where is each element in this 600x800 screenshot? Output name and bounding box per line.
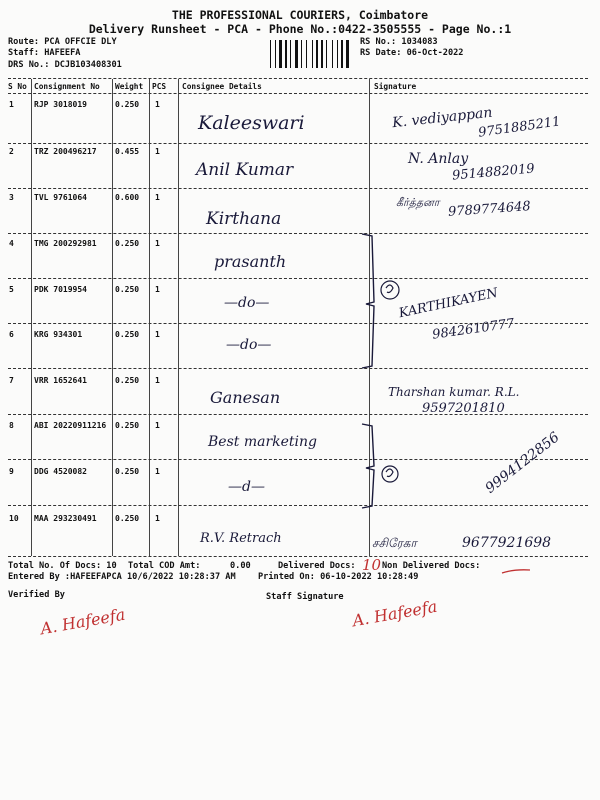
row-rule [8,143,588,144]
header-rule [8,93,588,94]
row-rule [8,459,588,460]
row-consignment: DDG 4520082 [34,467,87,476]
row-consignment: KRG 934301 [34,330,83,339]
row-signature-phone: 9597201810 [422,401,505,416]
header-signature: Signature [374,82,417,91]
row-weight: 0.250 [115,285,140,294]
row-consignee-ditto: —do— [226,337,272,353]
verified-by-label: Verified By [8,590,65,600]
row-weight: 0.250 [115,330,140,339]
table-top-rule [8,78,588,79]
row-pcs: 1 [155,285,160,294]
header-consignment: Consignment No [34,82,100,91]
row-rule [8,278,588,279]
staff-label: Staff: HAFEEFA [8,48,81,58]
row-signature: N. Anlay [408,151,469,167]
row-consignment: TMG 200292981 [34,239,97,248]
row-consignment: TVL 9761064 [34,193,87,202]
row-weight: 0.250 [115,239,140,248]
column-divider [31,79,32,556]
row-sno: 9 [9,467,14,476]
row-rule [8,414,588,415]
row-weight: 0.600 [115,193,140,202]
document-subtitle: Delivery Runsheet - PCA - Phone No.:0422-3505555 - Page No.:1 [88,22,512,36]
verified-by-signature: A. Hafeefa [39,604,127,639]
row-consignee-handwritten: prasanth [214,252,287,271]
drs-number: DRS No.: DCJB103408301 [8,60,122,70]
row-rule [8,188,588,189]
table-bottom-rule [8,556,588,557]
row-signature: 9994122856 [482,429,563,497]
row-consignee-handwritten: Ganesan [210,388,281,407]
row-signature: Tharshan kumar. R.L. [388,385,520,399]
row-weight: 0.250 [115,421,140,430]
row-sno: 4 [9,239,14,248]
row-rule [8,233,588,234]
row-sno: 6 [9,330,14,339]
row-pcs: 1 [155,100,160,109]
grouping-bracket [360,422,400,512]
row-signature-phone: 9751885211 [477,114,562,141]
row-weight: 0.455 [115,147,140,156]
row-rule [8,505,588,506]
row-signature: K. vediyappan [391,104,494,132]
row-consignment: VRR 1652641 [34,376,87,385]
row-sno: 10 [9,514,19,523]
total-cod-amount: 0.00 [230,561,251,571]
row-weight: 0.250 [115,467,140,476]
row-consignment: TRZ 200496217 [34,147,97,156]
row-consignee-handwritten: Anil Kumar [196,160,294,180]
row-rule [8,323,588,324]
header-pcs: PCS [152,82,167,91]
row-consignee-handwritten: Best marketing [208,434,317,450]
row-pcs: 1 [155,193,160,202]
total-cod-label: Total COD Amt: [128,561,201,571]
row-sno: 5 [9,285,14,294]
entered-by: Entered By :HAFEEFAPCA 10/6/2022 10:28:37 AM [8,572,236,582]
grouping-bracket [360,232,400,372]
route-label: Route: PCA OFFCIE DLY [8,37,117,47]
total-docs: Total No. Of Docs: 10 [8,561,117,571]
row-weight: 0.250 [115,514,140,523]
row-pcs: 1 [155,147,160,156]
row-consignment: PDK 7019954 [34,285,87,294]
row-pcs: 1 [155,514,160,523]
staff-signature-label: Staff Signature [266,592,344,602]
rs-number: RS No.: 1034083 [360,37,438,47]
row-consignment: ABI 20220911216 [34,421,107,430]
row-signature: கீர்த்தனா [396,196,440,209]
row-signature: சசிரேகா [372,536,417,550]
header-weight: Weight [115,82,144,91]
row-signature-phone: 9514882019 [451,161,536,184]
barcode-image [270,40,352,68]
row-signature-phone: 9842610777 [431,316,516,343]
row-consignee-ditto: —d— [228,479,265,495]
column-divider [149,79,150,556]
row-consignment: RJP 3018019 [34,100,87,109]
printed-on: Printed On: 06-10-2022 10:28:49 [258,572,419,582]
row-sno: 3 [9,193,14,202]
row-signature: KARTHIKAYEN [397,285,500,322]
row-weight: 0.250 [115,100,140,109]
header-sno: S No [8,82,27,91]
row-consignee-handwritten: Kirthana [206,209,282,229]
column-divider [178,79,179,556]
row-pcs: 1 [155,467,160,476]
row-consignment: MAA 293230491 [34,514,97,523]
column-divider [112,79,113,556]
rs-date: RS Date: 06-Oct-2022 [360,48,464,58]
row-sno: 7 [9,376,14,385]
document-title: THE PROFESSIONAL COURIERS, Coimbatore [171,8,429,22]
row-pcs: 1 [155,376,160,385]
delivered-docs-handwritten: 10 [362,556,382,574]
non-delivered-dash [500,566,532,576]
row-sno: 2 [9,147,14,156]
row-signature-phone: 9677921698 [462,535,552,551]
row-weight: 0.250 [115,376,140,385]
row-sno: 1 [9,100,14,109]
header-consignee: Consignee Details [182,82,262,91]
row-pcs: 1 [155,239,160,248]
row-consignee-handwritten: R.V. Retrach [200,531,282,546]
delivered-docs-label: Delivered Docs: [278,561,356,571]
non-delivered-docs-label: Non Delivered Docs: [382,561,481,571]
row-signature-phone: 9789774648 [447,199,532,220]
row-rule [8,368,588,369]
row-consignee-ditto: —do— [224,295,270,311]
row-consignee-handwritten: Kaleeswari [198,112,305,134]
row-pcs: 1 [155,421,160,430]
staff-signature: A. Hafeefa [351,596,439,631]
row-pcs: 1 [155,330,160,339]
row-sno: 8 [9,421,14,430]
